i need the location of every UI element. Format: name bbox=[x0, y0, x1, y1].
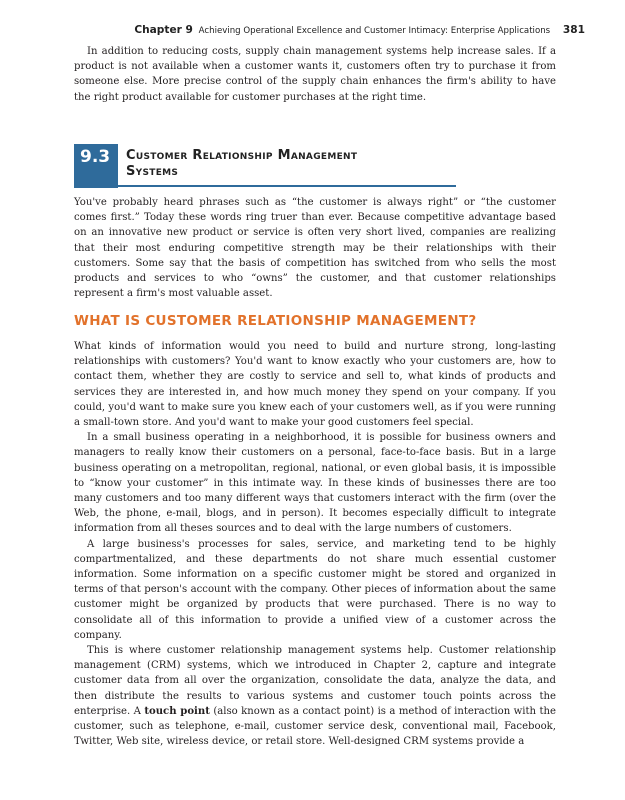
paragraph-2: In a small business operating in a neighborhood, it is possible for business owners and managers to really know their customers on a personal, face-to-face basis. But in a large business operating on a metropolitan, regional, national, or even global basis, it is impossible to “know your customer” in this intimate way. In these kinds of businesses there are too many customers and too many different ways that customers interact with the firm (over the Web, the phone, e-mail, blogs, and in person). It becomes especially difficult to integrate information from all theses sources and to deal with the large numbers of customers. bbox=[74, 432, 556, 535]
section-heading bbox=[74, 144, 456, 188]
section-number: 9.3 bbox=[74, 144, 118, 188]
intro-block bbox=[74, 44, 556, 105]
paragraph-3: A large business's processes for sales, service, and marketing tend to be highly compartmentalized, and these departments do not share much essential customer information. Some information on a specific customer might be stored and organized in terms of that person's account with the company. Other pieces of information about the same customer might be organized by products that were purchased. There is no way to consolidate all of this information to provide a unified view of a customer across the company. bbox=[74, 538, 556, 641]
chapter-title: Achieving Operational Excellence and Customer Intimacy: Enterprise Applications bbox=[198, 26, 551, 36]
main-text-block bbox=[74, 339, 556, 749]
section-rule bbox=[118, 185, 456, 187]
section-title-line2: Systems bbox=[126, 164, 179, 179]
chapter-label: Chapter 9 bbox=[134, 24, 193, 36]
section-intro-block bbox=[74, 195, 556, 301]
subheading: WHAT IS CUSTOMER RELATIONSHIP MANAGEMENT? bbox=[74, 313, 477, 329]
paragraph-4-part-a: This is where customer relationship management systems help. Customer relationship management (CRM) systems, which we introduced in Chapter 2, capture and integrate customer data from all over the organization, consolidate the data, analyze the data, and then distribute the results to various systems and customer touch points across the enterprise. A bbox=[74, 645, 556, 717]
running-head bbox=[60, 24, 585, 36]
section-intro-paragraph: You've probably heard phrases such as “the customer is always right” or “the customer comes first.” Today these words ring truer than ever. Because competitive advantage based on an innovative new product or service is often very short lived, companies are realizing that their most enduring competitive strength may be their relationships with their customers. Some say that the basis of competition has switched from who sells the most products and services to who “owns” the customer, and that customer relationships represent a firm's most valuable asset. bbox=[74, 197, 556, 300]
section-title-line1: Customer Relationship Management bbox=[126, 148, 358, 163]
paragraph-1: What kinds of information would you need to build and nurture strong, long-lasting relationships with customers? You'd want to know exactly who your customers are, how to contact them, whether they are costly to service and sell to, what kinds of products and services they are interested in, and how much money they spend on your company. If you could, you'd want to make sure you knew each of your customers well, as if you were running a small-town store. And you'd want to make your good customers feel special. bbox=[74, 341, 556, 429]
page-number: 381 bbox=[562, 24, 585, 36]
paragraph-4-part-b: (also known as a contact point) is a method of interaction with the customer, such as telephone, e-mail, customer service desk, conventional mail, Facebook, Twitter, Web site, wireless device, or retail store. Well-designed CRM systems provide a bbox=[74, 705, 557, 748]
section-title bbox=[126, 148, 357, 180]
paragraph-4 bbox=[74, 643, 556, 749]
touch-point-term: touch point bbox=[144, 705, 210, 717]
intro-paragraph: In addition to reducing costs, supply chain management systems help increase sales. If a product is not available when a customer wants it, customers often try to purchase it from someone else. More precise control of the supply chain enhances the firm's ability to have the right product available for customer purchases at the right time. bbox=[74, 46, 556, 103]
